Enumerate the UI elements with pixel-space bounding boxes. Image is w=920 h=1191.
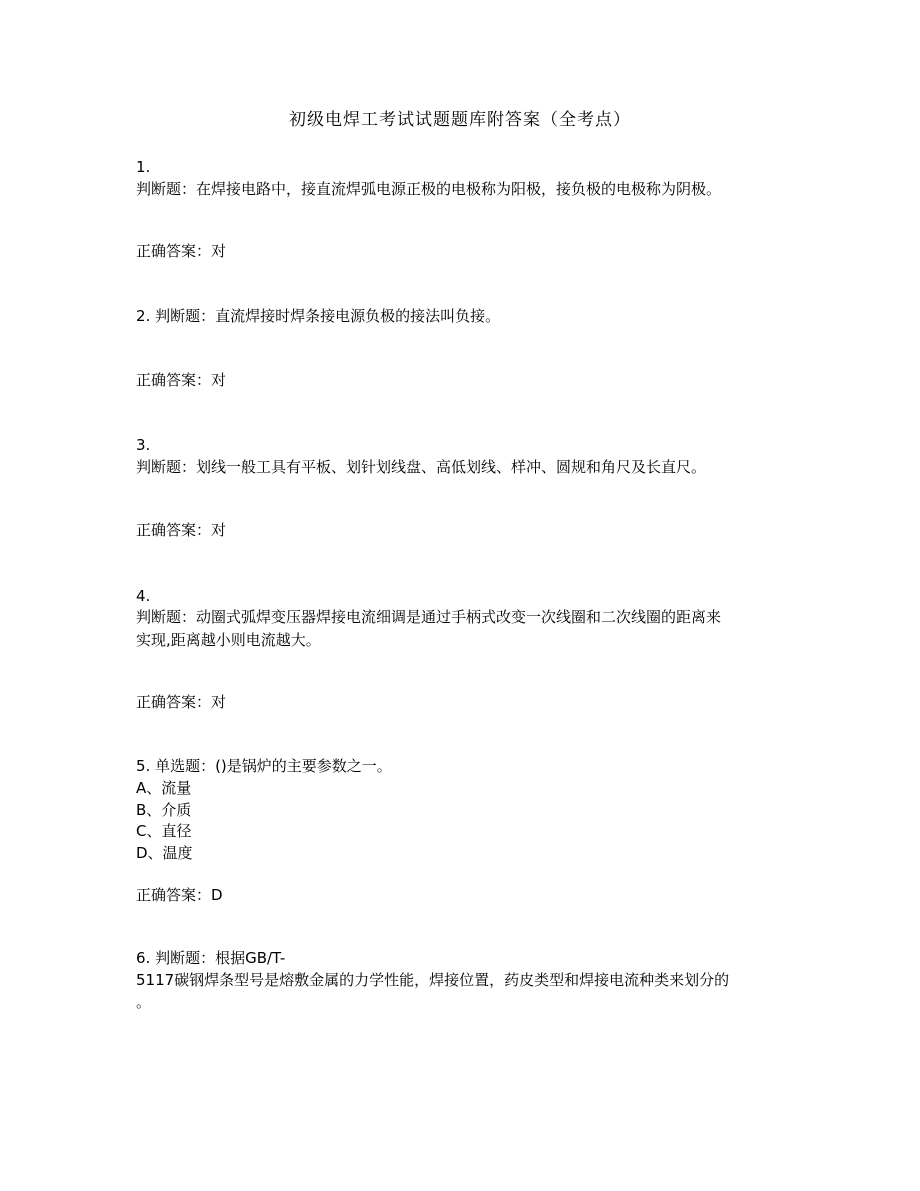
question-3-number: 3. [136,436,151,454]
question-4-answer: 正确答案：对 [136,693,227,711]
question-6-text-line-3: 。 [136,993,152,1011]
question-5-answer: 正确答案：D [136,886,223,904]
question-6-text-line-1: 6. 判断题：根据GB/T- [136,949,286,967]
question-2-answer: 正确答案：对 [136,371,227,389]
question-6-text-line-2: 5117碳钢焊条型号是熔敷金属的力学性能，焊接位置，药皮类型和焊接电流种类来划分的 [136,971,730,989]
question-4-text-line-2: 实现,距离越小则电流越大。 [136,631,321,649]
question-5-option-b: B、介质 [136,801,192,819]
question-5-text: 5. 单选题：()是锅炉的主要参数之一。 [136,757,392,775]
question-1-number: 1. [136,158,151,176]
question-3-answer: 正确答案：对 [136,521,227,539]
question-4-number: 4. [136,587,151,605]
document-title: 初级电焊工考试试题题库附答案（全考点） [289,110,631,130]
question-5-option-d: D、温度 [136,844,193,862]
question-1-answer: 正确答案：对 [136,242,227,260]
question-1-text: 判断题：在焊接电路中，接直流焊弧电源正极的电极称为阳极，接负极的电极称为阴极。 [136,180,722,198]
question-4-text-line-1: 判断题：动圈式弧焊变压器焊接电流细调是通过手柄式改变一次线圈和二次线圈的距离来 [136,608,722,626]
question-5-option-c: C、直径 [136,822,192,840]
question-2-text: 2. 判断题：直流焊接时焊条接电源负极的接法叫负接。 [136,307,501,325]
question-3-text: 判断题：划线一般工具有平板、划针划线盘、高低划线、样冲、圆规和角尺及长直尺。 [136,458,707,476]
question-5-option-a: A、流量 [136,779,192,797]
